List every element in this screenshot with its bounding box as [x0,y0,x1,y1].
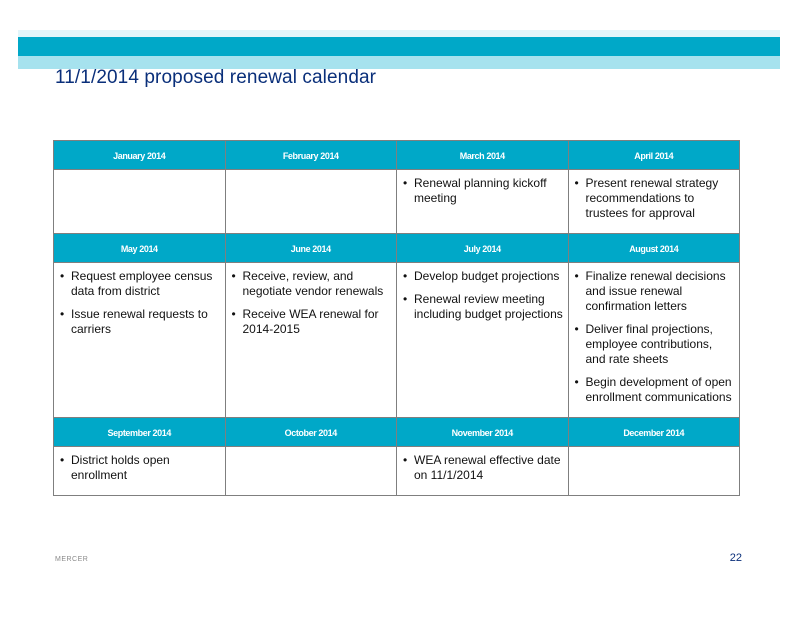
month-label: September 2014 [107,428,171,438]
month-cell [225,447,397,496]
month-item: • District holds open enrollment [60,453,221,483]
month-cell [225,170,397,234]
month-header-cell [225,418,397,447]
month-header-row [54,234,740,263]
month-label: August 2014 [629,244,679,254]
footer-brand: MERCER [55,556,89,563]
month-label: April 2014 [634,151,674,161]
page-number: 22 [729,552,742,564]
month-header-cell [397,141,569,170]
month-label: June 2014 [290,244,331,254]
month-item-list [397,263,568,334]
month-item: • Issue renewal requests to carriers [60,307,221,337]
month-item-list [54,263,225,349]
month-item-list [397,447,568,495]
month-item: • Renewal review meeting including budget projections [403,292,564,322]
month-label: November 2014 [451,428,513,438]
month-item-list [226,263,397,349]
month-item-list [569,170,740,233]
month-item: • Renewal planning kickoff meeting [403,176,564,206]
month-header-cell [225,234,397,263]
month-item-list [569,263,740,417]
header-band [18,37,780,57]
month-content-row [54,447,740,496]
month-item: • Request employee census data from district [60,269,221,299]
month-item-list [397,170,568,218]
month-cell [397,263,569,418]
month-label: December 2014 [623,428,685,438]
month-item: • Present renewal strategy recommendations to trustees for approval [575,176,736,221]
month-header-cell [54,141,226,170]
month-label: February 2014 [282,151,339,161]
month-label: May 2014 [120,244,158,254]
month-label: July 2014 [463,244,501,254]
month-cell [568,263,740,418]
month-header-row [54,418,740,447]
month-header-cell [54,234,226,263]
month-item: • Receive, review, and negotiate vendor renewals [232,269,393,299]
month-cell [397,170,569,234]
month-label: October 2014 [284,428,337,438]
month-item: • Receive WEA renewal for 2014-2015 [232,307,393,337]
month-label: March 2014 [459,151,505,161]
month-cell [54,170,226,234]
month-item-list [54,447,225,495]
month-cell [225,263,397,418]
month-cell [568,447,740,496]
slide-title: 11/1/2014 proposed renewal calendar [55,67,377,88]
month-item: • Deliver final projections, employee contributions, and rate sheets [575,322,736,367]
month-cell [568,170,740,234]
month-header-cell [397,234,569,263]
month-header-cell [568,234,740,263]
month-cell [54,263,226,418]
month-item: • Begin development of open enrollment communications [575,375,736,405]
renewal-calendar-table [53,140,740,496]
month-label: January 2014 [113,151,166,161]
month-header-cell [54,418,226,447]
month-cell [54,447,226,496]
month-content-row [54,170,740,234]
month-cell [397,447,569,496]
month-header-cell [397,418,569,447]
month-item: • Develop budget projections [403,269,564,284]
month-header-cell [568,418,740,447]
month-item: • WEA renewal effective date on 11/1/2014 [403,453,564,483]
month-item: • Finalize renewal decisions and issue renewal confirmation letters [575,269,736,314]
month-header-row [54,141,740,170]
month-content-row [54,263,740,418]
month-header-cell [568,141,740,170]
month-header-cell [225,141,397,170]
